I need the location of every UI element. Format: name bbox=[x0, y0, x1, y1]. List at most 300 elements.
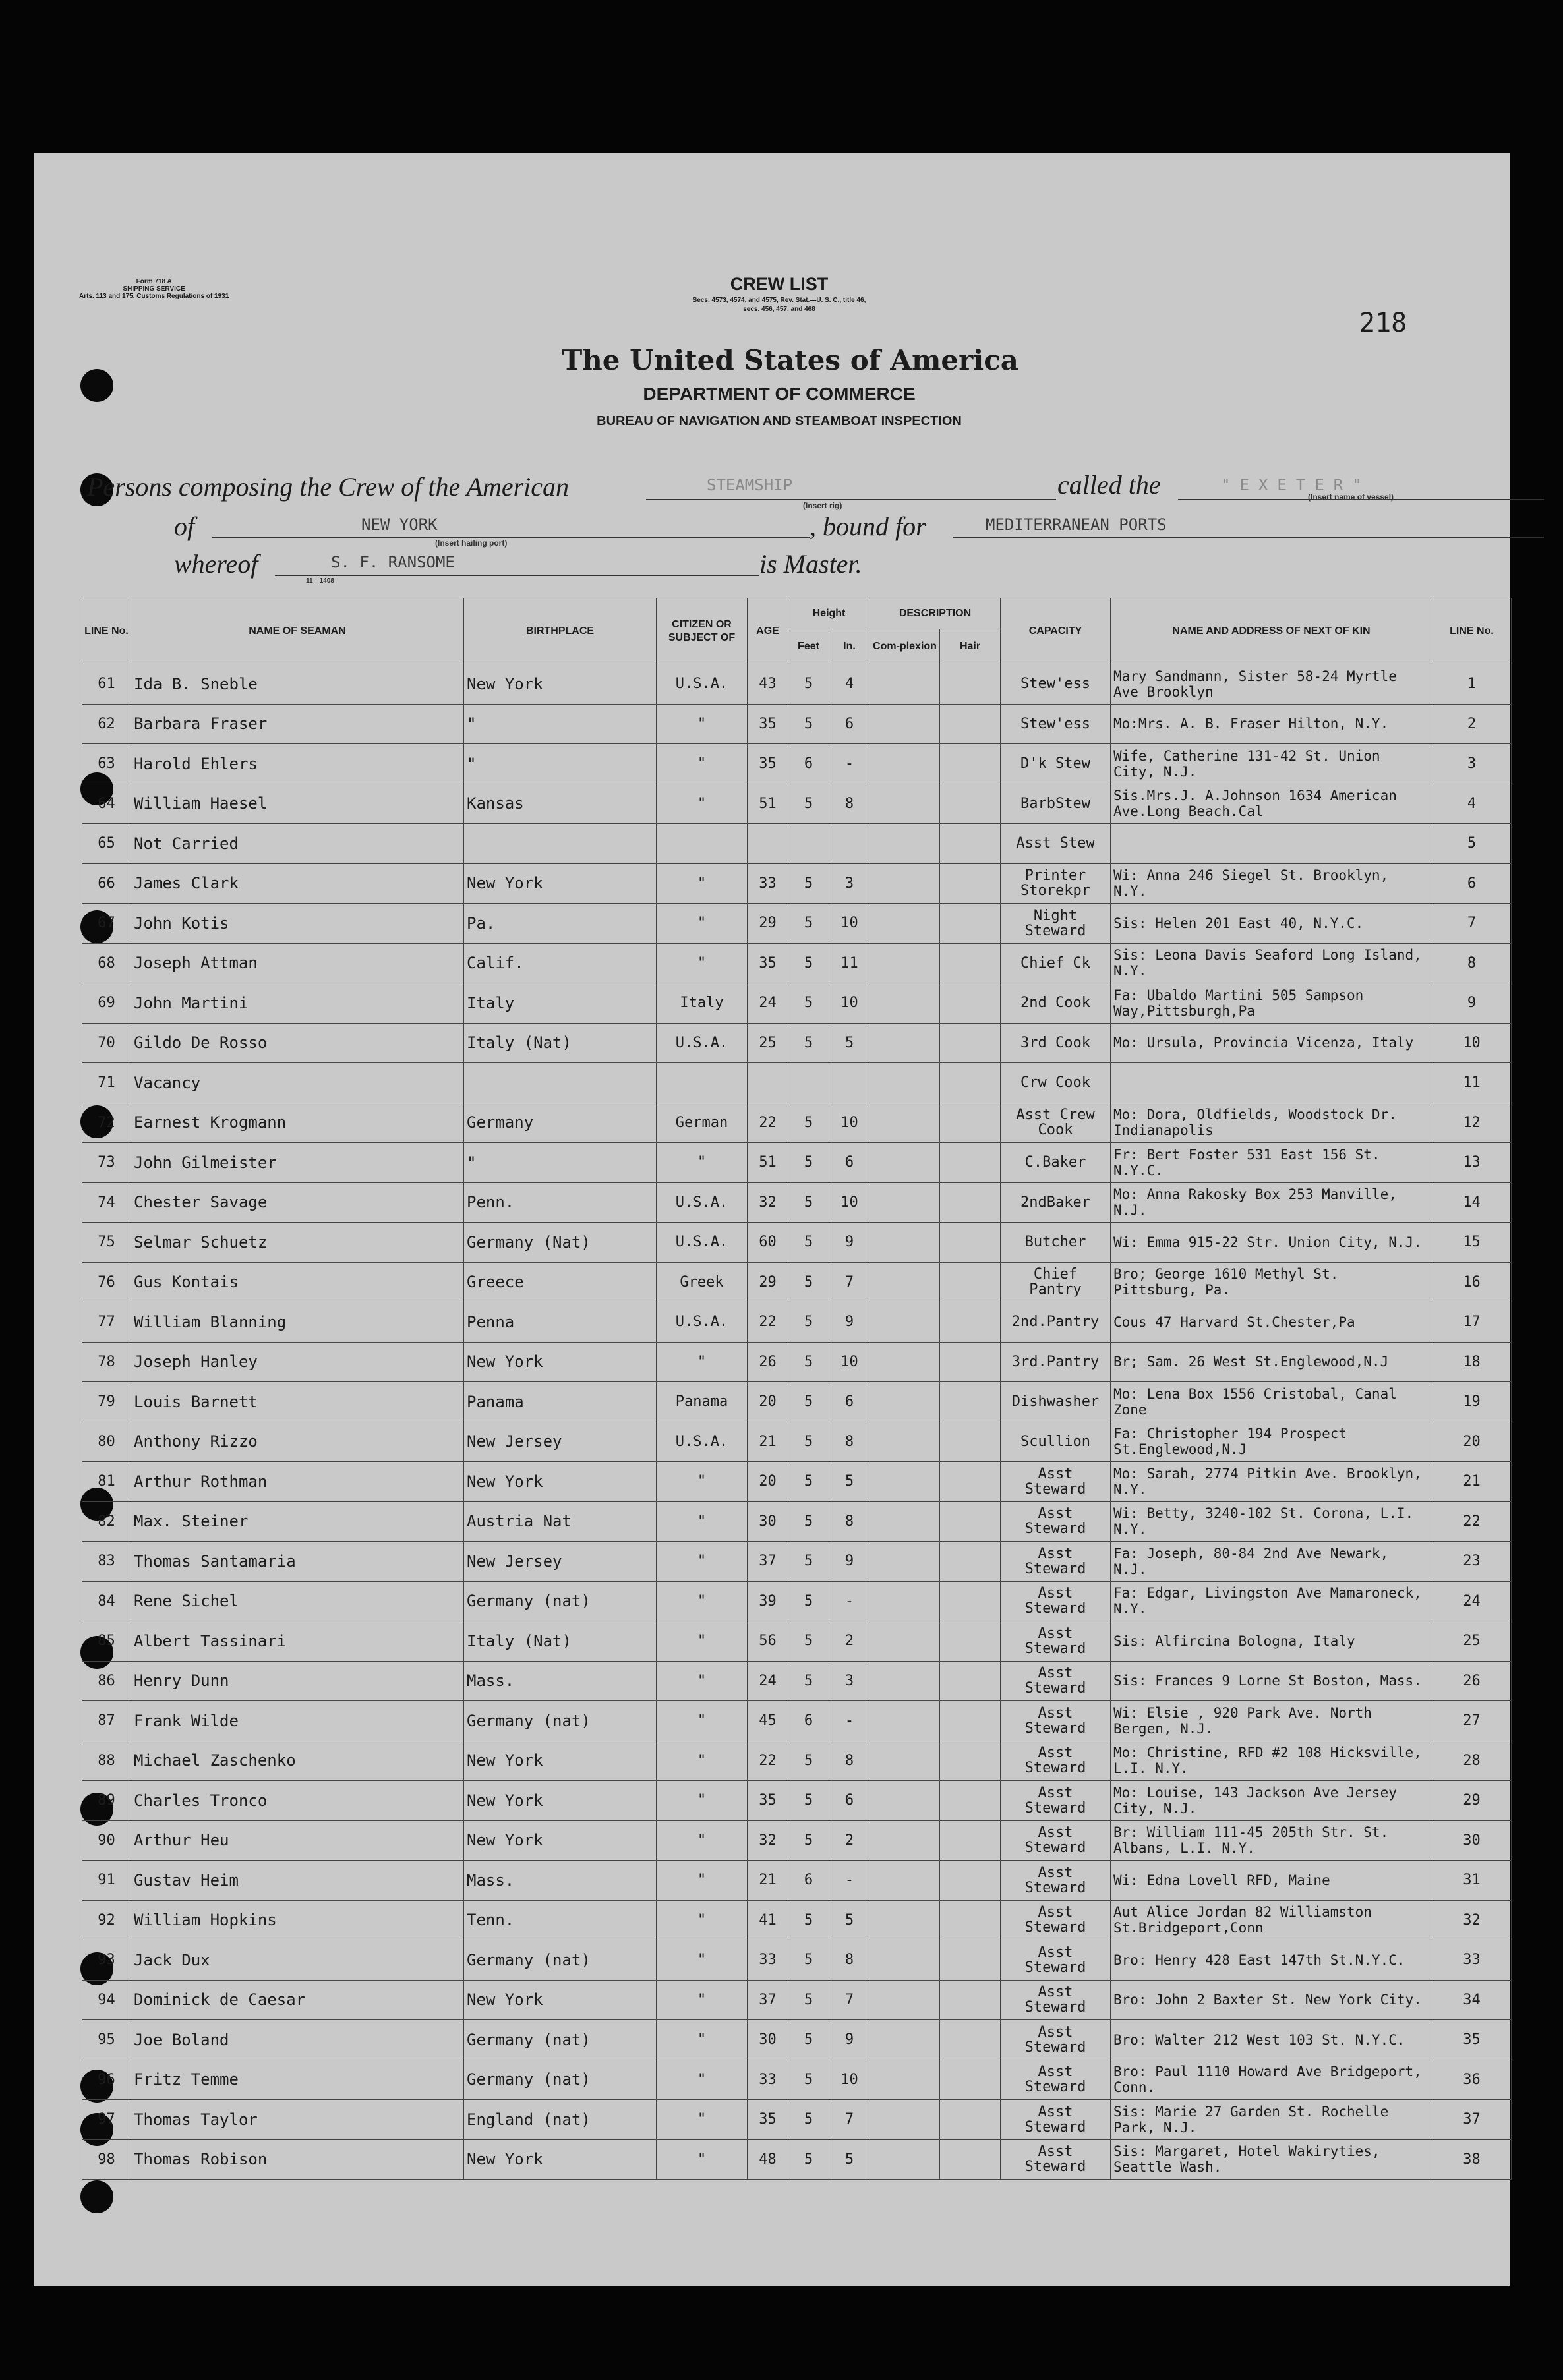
complexion bbox=[870, 1063, 940, 1103]
capacity: 2nd.Pantry bbox=[1001, 1302, 1111, 1343]
height-feet: 5 bbox=[788, 1182, 829, 1223]
age: 33 bbox=[748, 863, 788, 904]
complexion bbox=[870, 2100, 940, 2140]
line-number-right: 13 bbox=[1432, 1143, 1512, 1183]
hair bbox=[940, 1861, 1001, 1901]
capacity: Asst Steward bbox=[1001, 1741, 1111, 1781]
height-inches: 7 bbox=[829, 1980, 870, 2020]
capacity: Asst Steward bbox=[1001, 1861, 1111, 1901]
capacity: Asst Steward bbox=[1001, 2060, 1111, 2100]
line-number: 95 bbox=[82, 2020, 131, 2060]
citizenship: " bbox=[657, 2020, 748, 2060]
next-of-kin: Mo: Christine, RFD #2 108 Hicksville, L.I. N.Y. bbox=[1111, 1741, 1432, 1781]
birthplace: New York bbox=[464, 1462, 657, 1502]
master-value: S. F. RANSOME bbox=[331, 553, 455, 571]
complexion bbox=[870, 863, 940, 904]
height-feet: 5 bbox=[788, 1621, 829, 1662]
bound-label: , bound for bbox=[810, 511, 926, 541]
crew-row bbox=[82, 1741, 1512, 1781]
line-number-right: 14 bbox=[1432, 1182, 1512, 1223]
line-number-right: 22 bbox=[1432, 1501, 1512, 1542]
hair bbox=[940, 1182, 1001, 1223]
capacity: Asst Steward bbox=[1001, 1980, 1111, 2020]
next-of-kin: Bro: John 2 Baxter St. New York City. bbox=[1111, 1980, 1432, 2020]
hair bbox=[940, 1342, 1001, 1382]
complexion bbox=[870, 943, 940, 983]
citizenship: " bbox=[657, 1581, 748, 1621]
line-number: 93 bbox=[82, 1940, 131, 1981]
citizenship: U.S.A. bbox=[657, 1223, 748, 1263]
age: 35 bbox=[748, 744, 788, 784]
line-number: 89 bbox=[82, 1781, 131, 1821]
birthplace: Pa. bbox=[464, 904, 657, 944]
next-of-kin: Mo: Sarah, 2774 Pitkin Ave. Brooklyn, N.Y. bbox=[1111, 1462, 1432, 1502]
age: 43 bbox=[748, 664, 788, 705]
height-feet bbox=[788, 1063, 829, 1103]
line-number-right: 15 bbox=[1432, 1223, 1512, 1263]
punch-hole bbox=[80, 2180, 113, 2213]
line-number-right: 1 bbox=[1432, 664, 1512, 705]
height-feet: 5 bbox=[788, 664, 829, 705]
age: 21 bbox=[748, 1422, 788, 1462]
capacity: 2nd Cook bbox=[1001, 983, 1111, 1024]
citizenship: " bbox=[657, 784, 748, 824]
next-of-kin: Fa: Christopher 194 Prospect St.Englewood,N.J bbox=[1111, 1422, 1432, 1462]
complexion bbox=[870, 664, 940, 705]
birthplace: New York bbox=[464, 1342, 657, 1382]
line-no-right-header: LINE No. bbox=[1432, 598, 1512, 664]
birthplace: Austria Nat bbox=[464, 1501, 657, 1542]
line-number: 87 bbox=[82, 1701, 131, 1741]
line-number: 64 bbox=[82, 784, 131, 824]
birthplace: Germany (nat) bbox=[464, 2060, 657, 2100]
age: 35 bbox=[748, 2100, 788, 2140]
capacity: Scullion bbox=[1001, 1422, 1111, 1462]
line-number-right: 7 bbox=[1432, 904, 1512, 944]
capacity-header: CAPACITY bbox=[1001, 598, 1111, 664]
birthplace: Germany (nat) bbox=[464, 1581, 657, 1621]
citizenship: German bbox=[657, 1103, 748, 1143]
capacity: Asst Steward bbox=[1001, 1462, 1111, 1502]
height-feet: 5 bbox=[788, 1501, 829, 1542]
crew-row bbox=[82, 744, 1512, 784]
hair bbox=[940, 983, 1001, 1024]
height-feet: 5 bbox=[788, 943, 829, 983]
seaman-name: Not Carried bbox=[131, 824, 464, 864]
crew-row bbox=[82, 1063, 1512, 1103]
statute-reference-2: secs. 456, 457, and 468 bbox=[743, 306, 815, 313]
birthplace: New York bbox=[464, 863, 657, 904]
height-inches: 2 bbox=[829, 1621, 870, 1662]
height-feet: 5 bbox=[788, 1143, 829, 1183]
next-of-kin: Mo: Dora, Oldfields, Woodstock Dr. Indianapolis bbox=[1111, 1103, 1432, 1143]
next-of-kin: Bro: Paul 1110 Howard Ave Bridgeport, Conn. bbox=[1111, 2060, 1432, 2100]
rig-value: STEAMSHIP bbox=[707, 476, 793, 494]
birthplace: " bbox=[464, 744, 657, 784]
seaman-name: Fritz Temme bbox=[131, 2060, 464, 2100]
hair bbox=[940, 1262, 1001, 1302]
persons-label: Persons composing the Crew of the American bbox=[87, 472, 570, 502]
seaman-name: Gildo De Rosso bbox=[131, 1023, 464, 1063]
complexion bbox=[870, 1621, 940, 1662]
shipping-service: SHIPPING SERVICE bbox=[123, 285, 185, 293]
line-number-right: 5 bbox=[1432, 824, 1512, 864]
next-of-kin: Fa: Edgar, Livingston Ave Mamaroneck, N.Y. bbox=[1111, 1581, 1432, 1621]
crew-row bbox=[82, 1861, 1512, 1901]
height-inches: 10 bbox=[829, 1103, 870, 1143]
crew-row bbox=[82, 1462, 1512, 1502]
citizenship bbox=[657, 1063, 748, 1103]
hair bbox=[940, 1223, 1001, 1263]
height-feet bbox=[788, 824, 829, 864]
age: 21 bbox=[748, 1861, 788, 1901]
hair bbox=[940, 2139, 1001, 2180]
birthplace: Germany (nat) bbox=[464, 2020, 657, 2060]
citizenship: Greek bbox=[657, 1262, 748, 1302]
height-feet: 5 bbox=[788, 904, 829, 944]
birthplace: Tenn. bbox=[464, 1900, 657, 1940]
citizenship: " bbox=[657, 2139, 748, 2180]
complexion bbox=[870, 1980, 940, 2020]
crew-row bbox=[82, 1900, 1512, 1940]
form-number: Form 718 A bbox=[136, 278, 172, 285]
birthplace: England (nat) bbox=[464, 2100, 657, 2140]
line-number-right: 29 bbox=[1432, 1781, 1512, 1821]
height-feet: 5 bbox=[788, 863, 829, 904]
height-feet: 5 bbox=[788, 1940, 829, 1981]
height-inches: 7 bbox=[829, 1262, 870, 1302]
seaman-name: William Haesel bbox=[131, 784, 464, 824]
hair bbox=[940, 1820, 1001, 1861]
next-of-kin: Wi: Elsie , 920 Park Ave. North Bergen, N.J. bbox=[1111, 1701, 1432, 1741]
line-number-right: 17 bbox=[1432, 1302, 1512, 1343]
age: 22 bbox=[748, 1103, 788, 1143]
complexion bbox=[870, 1302, 940, 1343]
height-feet: 5 bbox=[788, 2020, 829, 2060]
hair bbox=[940, 1781, 1001, 1821]
citizenship: " bbox=[657, 1861, 748, 1901]
line-number-right: 21 bbox=[1432, 1462, 1512, 1502]
birthplace: Penna bbox=[464, 1302, 657, 1343]
seaman-name: Albert Tassinari bbox=[131, 1621, 464, 1662]
hair bbox=[940, 1542, 1001, 1582]
height-inches: 10 bbox=[829, 904, 870, 944]
birthplace: Kansas bbox=[464, 784, 657, 824]
seaman-name: Vacancy bbox=[131, 1063, 464, 1103]
birthplace: New York bbox=[464, 1980, 657, 2020]
line-number: 86 bbox=[82, 1661, 131, 1701]
height-feet: 5 bbox=[788, 1382, 829, 1422]
line-number-right: 2 bbox=[1432, 704, 1512, 744]
crew-row bbox=[82, 1621, 1512, 1662]
height-inches: 8 bbox=[829, 1501, 870, 1542]
birthplace: New York bbox=[464, 1820, 657, 1861]
line-number: 74 bbox=[82, 1182, 131, 1223]
hair bbox=[940, 1143, 1001, 1183]
complexion bbox=[870, 1182, 940, 1223]
seaman-name: Thomas Santamaria bbox=[131, 1542, 464, 1582]
crew-row bbox=[82, 1820, 1512, 1861]
capacity: Butcher bbox=[1001, 1223, 1111, 1263]
height-feet: 5 bbox=[788, 1980, 829, 2020]
next-of-kin: Wi: Emma 915-22 Str. Union City, N.J. bbox=[1111, 1223, 1432, 1263]
bureau-name: BUREAU OF NAVIGATION AND STEAMBOAT INSPECTION bbox=[597, 414, 962, 428]
vessel-note: (Insert name of vessel) bbox=[1308, 492, 1394, 502]
height-inches: 9 bbox=[829, 1223, 870, 1263]
line-number-right: 8 bbox=[1432, 943, 1512, 983]
line-number-right: 33 bbox=[1432, 1940, 1512, 1981]
master-line bbox=[275, 575, 759, 576]
next-of-kin: Fa: Ubaldo Martini 505 Sampson Way,Pittsburgh,Pa bbox=[1111, 983, 1432, 1024]
birthplace: New York bbox=[464, 1781, 657, 1821]
capacity: Asst Steward bbox=[1001, 1501, 1111, 1542]
crew-row bbox=[82, 1182, 1512, 1223]
birthplace: New Jersey bbox=[464, 1422, 657, 1462]
line-number-right: 25 bbox=[1432, 1621, 1512, 1662]
birthplace: New Jersey bbox=[464, 1542, 657, 1582]
birthplace: Germany (Nat) bbox=[464, 1223, 657, 1263]
age: 20 bbox=[748, 1462, 788, 1502]
hair bbox=[940, 1701, 1001, 1741]
height-feet: 5 bbox=[788, 1661, 829, 1701]
age: 24 bbox=[748, 983, 788, 1024]
citizenship: " bbox=[657, 1501, 748, 1542]
next-of-kin: Mo: Lena Box 1556 Cristobal, Canal Zone bbox=[1111, 1382, 1432, 1422]
hair bbox=[940, 704, 1001, 744]
birthplace bbox=[464, 824, 657, 864]
seaman-name: Joseph Attman bbox=[131, 943, 464, 983]
capacity: Chief Pantry bbox=[1001, 1262, 1111, 1302]
seaman-name: James Clark bbox=[131, 863, 464, 904]
crew-list-title: CREW LIST bbox=[730, 274, 829, 294]
age: 29 bbox=[748, 1262, 788, 1302]
height-inches: 3 bbox=[829, 863, 870, 904]
line-number: 92 bbox=[82, 1900, 131, 1940]
next-of-kin: Mo: Ursula, Provincia Vicenza, Italy bbox=[1111, 1023, 1432, 1063]
capacity: Stew'ess bbox=[1001, 664, 1111, 705]
line-number: 70 bbox=[82, 1023, 131, 1063]
line-number-right: 36 bbox=[1432, 2060, 1512, 2100]
hair bbox=[940, 784, 1001, 824]
next-of-kin: Fa: Joseph, 80-84 2nd Ave Newark, N.J. bbox=[1111, 1542, 1432, 1582]
seaman-name: Frank Wilde bbox=[131, 1701, 464, 1741]
height-inches: 10 bbox=[829, 1182, 870, 1223]
hair bbox=[940, 1422, 1001, 1462]
seaman-name: Earnest Krogmann bbox=[131, 1103, 464, 1143]
seaman-name: Chester Savage bbox=[131, 1182, 464, 1223]
citizenship: Italy bbox=[657, 983, 748, 1024]
line-number-right: 37 bbox=[1432, 2100, 1512, 2140]
height-feet: 5 bbox=[788, 1581, 829, 1621]
birthplace: Italy (Nat) bbox=[464, 1023, 657, 1063]
next-of-kin: Wi: Betty, 3240-102 St. Corona, L.I. N.Y. bbox=[1111, 1501, 1432, 1542]
complexion bbox=[870, 1661, 940, 1701]
line-number: 80 bbox=[82, 1422, 131, 1462]
height-inches: 5 bbox=[829, 1900, 870, 1940]
birthplace: Italy (Nat) bbox=[464, 1621, 657, 1662]
crew-row bbox=[82, 1382, 1512, 1422]
hair bbox=[940, 943, 1001, 983]
destination-value: MEDITERRANEAN PORTS bbox=[986, 515, 1167, 534]
line-number: 67 bbox=[82, 904, 131, 944]
complexion bbox=[870, 704, 940, 744]
next-of-kin: Bro: Henry 428 East 147th St.N.Y.C. bbox=[1111, 1940, 1432, 1981]
complexion bbox=[870, 1820, 940, 1861]
age: 60 bbox=[748, 1223, 788, 1263]
birthplace: " bbox=[464, 704, 657, 744]
crew-row bbox=[82, 824, 1512, 864]
crew-row bbox=[82, 1302, 1512, 1343]
citizenship: U.S.A. bbox=[657, 1302, 748, 1343]
next-of-kin: Br; Sam. 26 West St.Englewood,N.J bbox=[1111, 1342, 1432, 1382]
height-inches: 6 bbox=[829, 1143, 870, 1183]
complexion bbox=[870, 983, 940, 1024]
age: 32 bbox=[748, 1820, 788, 1861]
country-title: The United States of America bbox=[562, 344, 1019, 376]
name-header: NAME OF SEAMAN bbox=[131, 598, 464, 664]
line-number: 77 bbox=[82, 1302, 131, 1343]
crew-row bbox=[82, 1103, 1512, 1143]
age: 20 bbox=[748, 1382, 788, 1422]
capacity: 3rd.Pantry bbox=[1001, 1342, 1111, 1382]
of-label: of bbox=[174, 511, 195, 541]
citizenship: U.S.A. bbox=[657, 664, 748, 705]
height-inches: 8 bbox=[829, 1741, 870, 1781]
complexion bbox=[870, 1861, 940, 1901]
next-of-kin: Bro; George 1610 Methyl St. Pittsburg, Pa. bbox=[1111, 1262, 1432, 1302]
capacity: 2ndBaker bbox=[1001, 1182, 1111, 1223]
height-inches: 6 bbox=[829, 1382, 870, 1422]
port-note: (Insert hailing port) bbox=[435, 538, 508, 548]
citizenship bbox=[657, 824, 748, 864]
line-number-right: 12 bbox=[1432, 1103, 1512, 1143]
line-number: 65 bbox=[82, 824, 131, 864]
height-inches: 8 bbox=[829, 1422, 870, 1462]
height-inches bbox=[829, 824, 870, 864]
hair bbox=[940, 863, 1001, 904]
seaman-name: Dominick de Caesar bbox=[131, 1980, 464, 2020]
line-number: 79 bbox=[82, 1382, 131, 1422]
height-inches: - bbox=[829, 1861, 870, 1901]
complexion bbox=[870, 1581, 940, 1621]
complexion bbox=[870, 1900, 940, 1940]
next-of-kin: Mo: Anna Rakosky Box 253 Manville, N.J. bbox=[1111, 1182, 1432, 1223]
line-number: 88 bbox=[82, 1741, 131, 1781]
seaman-name: Ida B. Sneble bbox=[131, 664, 464, 705]
complexion bbox=[870, 1262, 940, 1302]
line-number-right: 9 bbox=[1432, 983, 1512, 1024]
crew-row bbox=[82, 2060, 1512, 2100]
birthplace: New York bbox=[464, 2139, 657, 2180]
height-feet: 5 bbox=[788, 784, 829, 824]
crew-row bbox=[82, 1542, 1512, 1582]
citizenship: " bbox=[657, 1342, 748, 1382]
line-number-right: 24 bbox=[1432, 1581, 1512, 1621]
rig-line bbox=[646, 499, 1056, 500]
birthplace-header: BIRTHPLACE bbox=[464, 598, 657, 664]
hair bbox=[940, 2060, 1001, 2100]
line-number-right: 34 bbox=[1432, 1980, 1512, 2020]
punch-hole bbox=[80, 369, 113, 402]
seaman-name: Arthur Rothman bbox=[131, 1462, 464, 1502]
crew-row bbox=[82, 2100, 1512, 2140]
capacity: Stew'ess bbox=[1001, 704, 1111, 744]
crew-row bbox=[82, 1143, 1512, 1183]
seaman-name: Thomas Taylor bbox=[131, 2100, 464, 2140]
age bbox=[748, 824, 788, 864]
height-inches: 5 bbox=[829, 2139, 870, 2180]
height-inches: 8 bbox=[829, 784, 870, 824]
complexion bbox=[870, 824, 940, 864]
crew-row bbox=[82, 704, 1512, 744]
birthplace: Mass. bbox=[464, 1661, 657, 1701]
birthplace: Greece bbox=[464, 1262, 657, 1302]
crew-row bbox=[82, 1422, 1512, 1462]
complexion bbox=[870, 1462, 940, 1502]
birthplace: New York bbox=[464, 1741, 657, 1781]
citizenship: U.S.A. bbox=[657, 1422, 748, 1462]
crew-row bbox=[82, 1342, 1512, 1382]
height-feet: 5 bbox=[788, 1820, 829, 1861]
line-number-right: 20 bbox=[1432, 1422, 1512, 1462]
birthplace: " bbox=[464, 1143, 657, 1183]
crew-list-sheet bbox=[34, 153, 1510, 2286]
hair bbox=[940, 1382, 1001, 1422]
age: 22 bbox=[748, 1302, 788, 1343]
height-inches: 7 bbox=[829, 2100, 870, 2140]
hair bbox=[940, 1581, 1001, 1621]
height-inches: 6 bbox=[829, 1781, 870, 1821]
height-feet: 5 bbox=[788, 1542, 829, 1582]
height-inches: 10 bbox=[829, 983, 870, 1024]
line-number: 96 bbox=[82, 2060, 131, 2100]
line-number: 72 bbox=[82, 1103, 131, 1143]
citizenship: " bbox=[657, 1820, 748, 1861]
line-number: 78 bbox=[82, 1342, 131, 1382]
called-label: called the bbox=[1057, 470, 1161, 500]
hair bbox=[940, 664, 1001, 705]
citizenship: " bbox=[657, 1542, 748, 1582]
line-number: 75 bbox=[82, 1223, 131, 1263]
capacity: Asst Steward bbox=[1001, 2100, 1111, 2140]
hair bbox=[940, 904, 1001, 944]
age: 25 bbox=[748, 1023, 788, 1063]
hair bbox=[940, 1741, 1001, 1781]
crew-row bbox=[82, 943, 1512, 983]
seaman-name: John Kotis bbox=[131, 904, 464, 944]
hair bbox=[940, 1980, 1001, 2020]
citizenship: Panama bbox=[657, 1382, 748, 1422]
line-number: 94 bbox=[82, 1980, 131, 2020]
next-of-kin: Wi: Anna 246 Siegel St. Brooklyn, N.Y. bbox=[1111, 863, 1432, 904]
next-of-kin: Mo:Mrs. A. B. Fraser Hilton, N.Y. bbox=[1111, 704, 1432, 744]
age: 32 bbox=[748, 1182, 788, 1223]
height-inches: 4 bbox=[829, 664, 870, 705]
capacity: Asst Steward bbox=[1001, 2139, 1111, 2180]
age: 41 bbox=[748, 1900, 788, 1940]
citizenship: " bbox=[657, 1143, 748, 1183]
height-feet: 5 bbox=[788, 2100, 829, 2140]
citizenship: " bbox=[657, 2100, 748, 2140]
complexion bbox=[870, 744, 940, 784]
capacity: Asst Steward bbox=[1001, 1900, 1111, 1940]
seaman-name: Charles Tronco bbox=[131, 1781, 464, 1821]
line-number-right: 35 bbox=[1432, 2020, 1512, 2060]
crew-row bbox=[82, 1661, 1512, 1701]
line-number: 76 bbox=[82, 1262, 131, 1302]
line-number: 61 bbox=[82, 664, 131, 705]
statute-reference-1: Secs. 4573, 4574, and 4575, Rev. Stat.—U. S. C., title 46, bbox=[692, 297, 866, 304]
